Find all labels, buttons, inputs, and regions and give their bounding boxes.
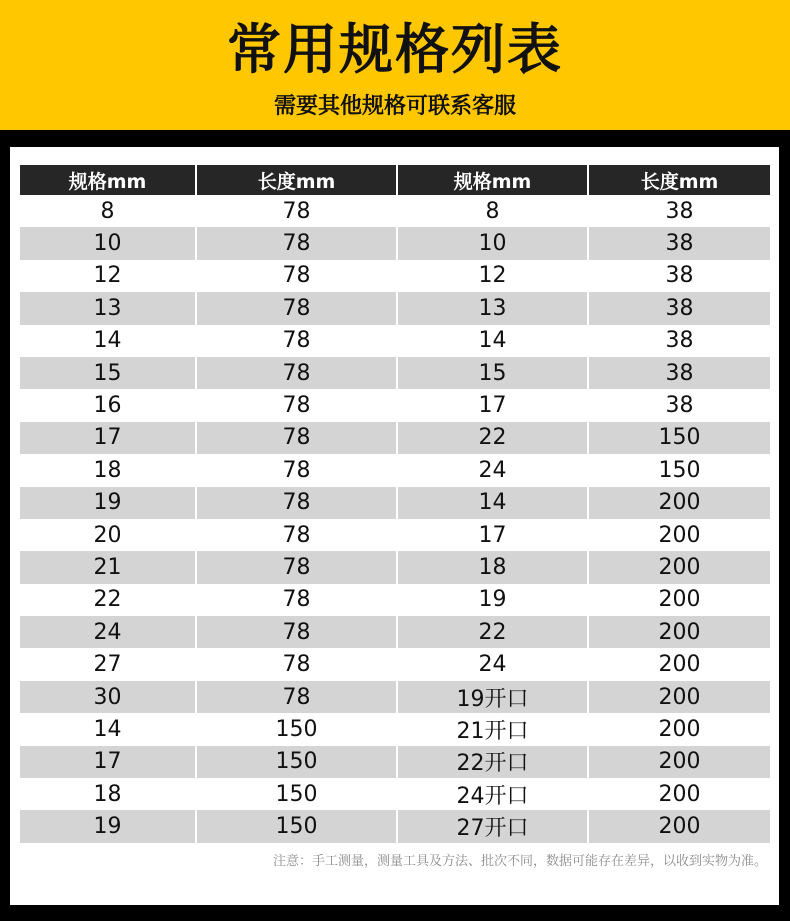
table-row	[20, 551, 770, 583]
cell-size-1: 14	[20, 325, 196, 357]
column-header-length-2: 长度mm	[588, 165, 770, 195]
cell-length-1: 150	[196, 778, 397, 810]
spec-table	[20, 165, 770, 843]
cell-length-2: 200	[588, 487, 770, 519]
cell-size-1: 10	[20, 227, 196, 259]
cell-length-2: 200	[588, 713, 770, 745]
table-row	[20, 616, 770, 648]
cell-length-2: 150	[588, 422, 770, 454]
table-row	[20, 487, 770, 519]
cell-length-2: 200	[588, 810, 770, 842]
cell-size-2: 17	[397, 389, 588, 421]
cell-length-2: 200	[588, 584, 770, 616]
cell-size-2: 17	[397, 519, 588, 551]
cell-length-2: 200	[588, 616, 770, 648]
table-row	[20, 519, 770, 551]
cell-length-1: 78	[196, 227, 397, 259]
cell-size-2: 24	[397, 454, 588, 486]
cell-length-2: 200	[588, 519, 770, 551]
cell-size-1: 30	[20, 681, 196, 713]
table-row	[20, 454, 770, 486]
cell-length-2: 200	[588, 746, 770, 778]
cell-size-2: 21开口	[397, 713, 588, 745]
cell-size-2: 13	[397, 292, 588, 324]
cell-size-1: 13	[20, 292, 196, 324]
cell-length-1: 78	[196, 584, 397, 616]
page-subtitle: 需要其他规格可联系客服	[273, 94, 516, 119]
cell-length-1: 78	[196, 292, 397, 324]
cell-size-1: 17	[20, 746, 196, 778]
cell-size-2: 27开口	[397, 810, 588, 842]
cell-size-2: 22开口	[397, 746, 588, 778]
table-row	[20, 681, 770, 713]
cell-length-2: 38	[588, 195, 770, 227]
cell-size-1: 8	[20, 195, 196, 227]
table-row	[20, 227, 770, 259]
measurement-note: 注意：手工测量，测量工具及方法、批次不同，数据可能存在差异，以收到实物为准。	[272, 854, 767, 869]
table-row	[20, 357, 770, 389]
cell-length-1: 78	[196, 389, 397, 421]
cell-size-1: 27	[20, 648, 196, 680]
cell-length-2: 38	[588, 389, 770, 421]
cell-size-2: 22	[397, 616, 588, 648]
cell-length-1: 78	[196, 519, 397, 551]
cell-size-2: 10	[397, 227, 588, 259]
table-row	[20, 422, 770, 454]
cell-length-1: 78	[196, 454, 397, 486]
cell-length-1: 78	[196, 616, 397, 648]
cell-length-1: 78	[196, 325, 397, 357]
table-row	[20, 389, 770, 421]
table-body	[20, 195, 770, 843]
table-row	[20, 292, 770, 324]
cell-length-2: 200	[588, 551, 770, 583]
table-row	[20, 746, 770, 778]
cell-length-2: 38	[588, 260, 770, 292]
cell-size-2: 14	[397, 325, 588, 357]
cell-size-1: 16	[20, 389, 196, 421]
cell-size-1: 19	[20, 487, 196, 519]
cell-size-2: 19	[397, 584, 588, 616]
header-banner	[0, 0, 790, 130]
cell-size-2: 8	[397, 195, 588, 227]
cell-length-1: 78	[196, 422, 397, 454]
table-row	[20, 648, 770, 680]
table-row	[20, 584, 770, 616]
cell-length-1: 150	[196, 713, 397, 745]
table-row	[20, 325, 770, 357]
column-header-size-1: 规格mm	[20, 165, 196, 195]
cell-length-2: 38	[588, 227, 770, 259]
cell-size-1: 18	[20, 454, 196, 486]
cell-size-1: 22	[20, 584, 196, 616]
cell-size-1: 18	[20, 778, 196, 810]
cell-size-2: 24开口	[397, 778, 588, 810]
table-row	[20, 260, 770, 292]
table-row	[20, 713, 770, 745]
table-header-row	[20, 165, 770, 195]
cell-size-1: 19	[20, 810, 196, 842]
cell-size-2: 24	[397, 648, 588, 680]
cell-length-1: 150	[196, 746, 397, 778]
page-title: 常用规格列表	[227, 18, 563, 81]
cell-length-1: 78	[196, 551, 397, 583]
cell-size-1: 21	[20, 551, 196, 583]
cell-length-2: 200	[588, 648, 770, 680]
cell-size-2: 22	[397, 422, 588, 454]
cell-length-2: 200	[588, 778, 770, 810]
cell-length-1: 78	[196, 648, 397, 680]
cell-size-1: 12	[20, 260, 196, 292]
cell-size-2: 15	[397, 357, 588, 389]
column-header-size-2: 规格mm	[397, 165, 588, 195]
cell-length-2: 38	[588, 325, 770, 357]
cell-length-1: 78	[196, 681, 397, 713]
cell-size-2: 14	[397, 487, 588, 519]
cell-size-2: 19开口	[397, 681, 588, 713]
cell-length-2: 38	[588, 292, 770, 324]
cell-length-1: 150	[196, 810, 397, 842]
cell-size-1: 15	[20, 357, 196, 389]
table-row	[20, 810, 770, 842]
cell-length-2: 150	[588, 454, 770, 486]
table-row	[20, 195, 770, 227]
cell-length-1: 78	[196, 487, 397, 519]
spec-panel	[10, 147, 779, 905]
cell-size-2: 18	[397, 551, 588, 583]
cell-length-2: 38	[588, 357, 770, 389]
cell-size-1: 20	[20, 519, 196, 551]
cell-size-2: 12	[397, 260, 588, 292]
cell-size-1: 17	[20, 422, 196, 454]
cell-length-1: 78	[196, 357, 397, 389]
cell-size-1: 24	[20, 616, 196, 648]
column-header-length-1: 长度mm	[196, 165, 397, 195]
cell-size-1: 14	[20, 713, 196, 745]
cell-length-2: 200	[588, 681, 770, 713]
cell-length-1: 78	[196, 260, 397, 292]
cell-length-1: 78	[196, 195, 397, 227]
table-row	[20, 778, 770, 810]
